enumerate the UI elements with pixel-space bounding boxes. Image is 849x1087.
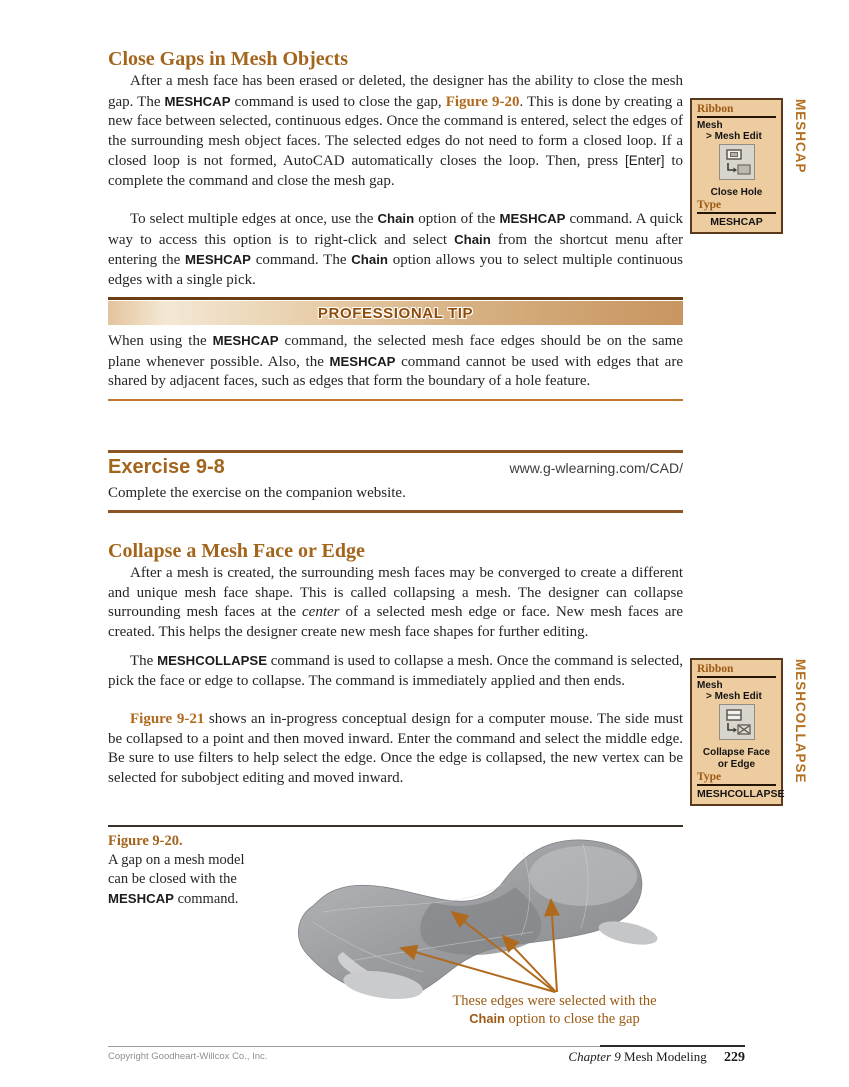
command-entry: MESHCOLLAPSE [697,788,785,800]
body-text: command cannot be used with edges that are shared by adjacent faces, such as edges that form the boundary of a hole feature. [108,353,683,390]
tip-text [108,331,683,392]
figure-reference: Figure 9-21 [130,711,205,727]
figure-label: Figure 9-20. [108,833,183,849]
body-text: To select multiple edges at once, use the [130,211,378,227]
command-name-chain: Chain [469,1011,505,1026]
paragraph-collapse-1 [108,564,683,642]
footer-chapter [568,1049,745,1066]
command-name-meshcap: MESHCAP [499,211,566,226]
caption-text: command. [173,891,239,907]
body-text: option allows you to select multiple continuous edges with a single pick. [108,252,683,288]
divider [697,212,776,214]
command-name-chain: Chain [351,252,388,268]
professional-tip-box [108,297,683,401]
key-name-enter: [Enter] [624,153,665,169]
close-hole-icon [719,144,755,180]
divider [697,784,776,786]
caption-text: A gap on a mesh model can be closed with the [108,852,245,887]
tip-banner [108,301,683,325]
ribbon-path-menu: Mesh [697,120,723,131]
divider [697,676,776,678]
tip-banner-label: PROFESSIONAL TIP [317,304,474,322]
footer-rule-dark [600,1045,745,1047]
exercise-bottom-rule [108,510,683,513]
body-text: The [130,653,158,669]
tip-bottom-rule [108,399,683,401]
body-text: to complete the command and close the mesh gap. [108,153,684,189]
figure-caption [108,832,266,909]
body-text: command. A quick way to access this option is to right-click and select [108,211,684,248]
exercise-instruction: Complete the exercise on the companion website. [108,485,406,501]
body-text: After a mesh face has been erased or deleted, the designer has the ability to close the mesh gap. The [108,73,683,110]
collapse-face-icon [719,704,755,740]
command-name-meshcap: MESHCAP [185,252,251,268]
ribbon-label: Ribbon [697,663,734,675]
ribbon-path-submenu: > Mesh Edit [706,691,762,702]
ribbon-path-menu: Mesh [697,680,723,691]
body-text: command is used to close the gap, [230,93,446,110]
command-name-meshcap: MESHCAP [164,93,231,109]
exercise-url: www.g-wlearning.com/CAD/ [509,460,683,476]
paragraph-close-gaps-1 [108,72,683,192]
body-text: of a selected mesh edge or face. New mesh faces are created. This helps the designer create new mesh face shapes for further editing. [108,604,684,640]
body-text: shows an in-progress conceptual design for a computer mouse. The side must be collapsed to a point and then moved inward. Enter the command and select the middle edge. Be sure to use filters to help select the edge. Once the edge is collapsed, the new vertex can be selected for subobject editing and moved inward. [108,711,683,786]
annotation-text: These edges were selected with the [452,993,657,1009]
command-name-meshcap: MESHCAP [108,891,174,906]
body-text: from the shortcut menu after entering the [108,231,683,269]
command-entry: MESHCAP [710,216,763,228]
figure-annotation [447,993,662,1028]
section-heading-collapse: Collapse a Mesh Face or Edge [108,540,365,562]
margin-tab-meshcap: MESHCAP [793,99,808,174]
annotation-text: option to close the gap [504,1011,640,1027]
divider [697,116,776,118]
chapter-number: Chapter 9 [568,1049,621,1064]
command-name-chain: Chain [377,211,415,226]
body-text: option of the [414,211,500,227]
command-name-meshcollapse: MESHCOLLAPSE [157,653,267,668]
exercise-block [108,450,683,513]
ribbon-button-label: Close Hole [710,187,763,198]
exercise-title: Exercise 9-8 [108,456,225,478]
command-name-meshcap: MESHCAP [212,333,279,348]
margin-tab-meshcollapse: MESHCOLLAPSE [793,659,808,784]
body-text: command. The [250,252,352,269]
paragraph-collapse-3 [108,710,683,788]
chapter-title: Mesh Modeling [624,1049,707,1064]
ribbon-button-label: Collapse Face or Edge [702,747,771,770]
type-label: Type [697,199,722,211]
body-text: When using the [108,333,213,349]
body-text: command, the selected mesh face edges should be on the same plane whenever possible. Also, the [108,333,683,370]
figure-reference: Figure 9-20 [445,93,520,110]
body-text: . This is done by creating a new face between selected, continuous edges. Once the command is entered, select the edges of the surrounding mesh object faces. The selected edges do not need to form a closed loop. If a closed loop is not formed, AutoCAD automatically closes the loop. Then, press [108,93,683,170]
body-text: After a mesh is created, the surrounding mesh faces may be converged to create a different and unique mesh face shape. This is called collapsing a mesh. The designer can collapse surrounding mesh faces at the [108,565,683,621]
command-name-chain: Chain [454,231,491,247]
body-text: command is used to collapse a mesh. Once the command is selected, pick the face or edge to collapse. The command is immediately applied and then ends. [108,653,683,689]
exercise-top-rule [108,450,683,453]
paragraph-collapse-2 [108,651,683,691]
ribbon-reference-box-meshcollapse [690,658,783,806]
section-heading-close-gaps: Close Gaps in Mesh Objects [108,48,348,70]
figure-top-rule [108,825,683,827]
ribbon-path-submenu: > Mesh Edit [706,131,762,142]
command-name-meshcap: MESHCAP [329,353,396,369]
footer-copyright: Copyright Goodheart-Willcox Co., Inc. [108,1051,268,1062]
type-label: Type [697,771,722,783]
emphasis-center: center [302,604,340,621]
paragraph-close-gaps-2 [108,209,683,290]
ribbon-reference-box-meshcap [690,98,783,234]
tip-top-rule [108,297,683,300]
ribbon-label: Ribbon [697,103,734,115]
page-number: 229 [724,1050,745,1065]
